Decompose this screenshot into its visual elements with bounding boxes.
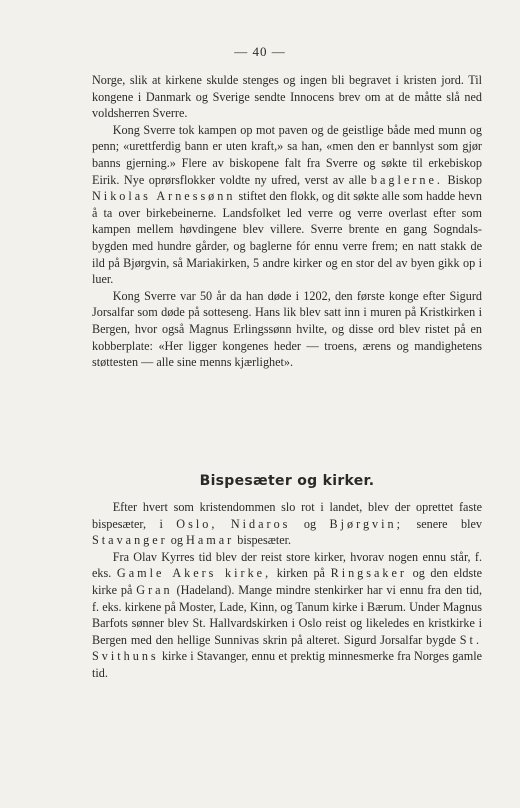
section-body-1 [92, 72, 482, 371]
text-run: stiftet den flokk, og dit søkte alle som hadde hevn å ta over birkebeinerne. Landsfolket led verre og verre overlast efter som kampen mellem høvdingene blev villere. Sverre brente en gang Sogndals-bygden med hundre gårder, og baglerne fór ennu verre frem; en natt stakk de ild på Bjørgvin, så Mariakirken, 5 andre kirker og en stor del av byen gikk op i luer. [92, 189, 482, 287]
section-heading: Bispesæter og kirker. [199, 473, 375, 489]
section-body-2 [92, 499, 482, 682]
paragraph-1: Norge, slik at kirkene skulde stenges og ingen bli begravet i kristen jord. Til kongene i Danmark og Sverige sendte Innocens brev om at de måtte slå ned voldsherren Sverre. [92, 73, 482, 121]
page-number: — 40 — [234, 44, 286, 59]
text-run: og [167, 533, 187, 548]
text-run: Efter hvert som kristendommen slo rot i landet, blev der oprettet faste bispesæter, i [92, 500, 482, 531]
text-run: og [290, 516, 330, 531]
text-run: Kong Sverre tok kampen op mot paven og de geistlige både med munn og penn; «urettferdig bann er uten kraft,» sa han, «men den er bannlyst som gjør banns gjerning.» Flere av biskopene falt fra Sverre og søkte til erkebiskop Eirik. Nye oprørsflokker voldte ny ufred, verst av alle [92, 122, 482, 187]
spaced-term-stavanger: Stavanger [92, 533, 168, 548]
spaced-term-nidaros: Nidaros [230, 516, 291, 531]
paragraph-4 [92, 499, 482, 549]
spaced-term-bjorgvin: Bjørgvin; [329, 516, 404, 531]
spaced-term-nikolas: Nikolas Arnessønn [92, 189, 236, 204]
spaced-term-gran: Gran [136, 582, 173, 597]
spaced-term-hamar: Hamar [186, 533, 235, 548]
paragraph-5 [92, 549, 482, 682]
text-run: bispesæter. [234, 533, 292, 548]
paragraph-2 [92, 122, 482, 288]
spaced-term-baglerne: baglerne. [370, 172, 443, 187]
text-run: (Hadeland). Mange mindre stenkirker har vi ennu fra den tid, f. eks. kirkene på Moster, Lade, Kinn, og Tanum kirke i Bærum. Under Magnus Barfots sønner blev St. Hallvardskirken i Oslo reist og likeledes en kristkirke i Bergen med den hellige Sunnivas skrin på alteret. Sigurd Jorsalfar bygde [92, 582, 483, 647]
text-run: kirke i Stavanger, ennu et prektig minnesmerke fra Norges gamle tid. [92, 649, 482, 680]
spaced-term-oslo: Oslo, [176, 516, 218, 531]
text-run: kirken på [271, 566, 331, 581]
text-run: og den eldste kirke på [92, 566, 483, 597]
spaced-term-svithuns: St. Svithuns [92, 632, 482, 664]
spaced-term-gamle-aker: Gamle Akers kirke, [116, 566, 272, 581]
paragraph-3: Kong Sverre var 50 år da han døde i 1202, den første konge efter Sigurd Jorsalfar som døde på sotteseng. Hans lik blev satt inn i muren på Kristkirken i Bergen, hvor også Magnus Erlingssønn hvilte, og disse ord blev ristet på en kobberplate: «Her ligger kongenes heder — troens, ærens og mandighetens støttesten — alle sine menns kjærlighet». [92, 288, 482, 370]
text-run: senere blev [403, 516, 483, 531]
text-run: Fra Olav Kyrres tid blev der reist store kirker, hvorav nogen ennu står, f. eks. [92, 549, 482, 581]
text-run: Biskop [442, 172, 482, 187]
spaced-term-ringsaker: Ringsaker [330, 566, 407, 581]
